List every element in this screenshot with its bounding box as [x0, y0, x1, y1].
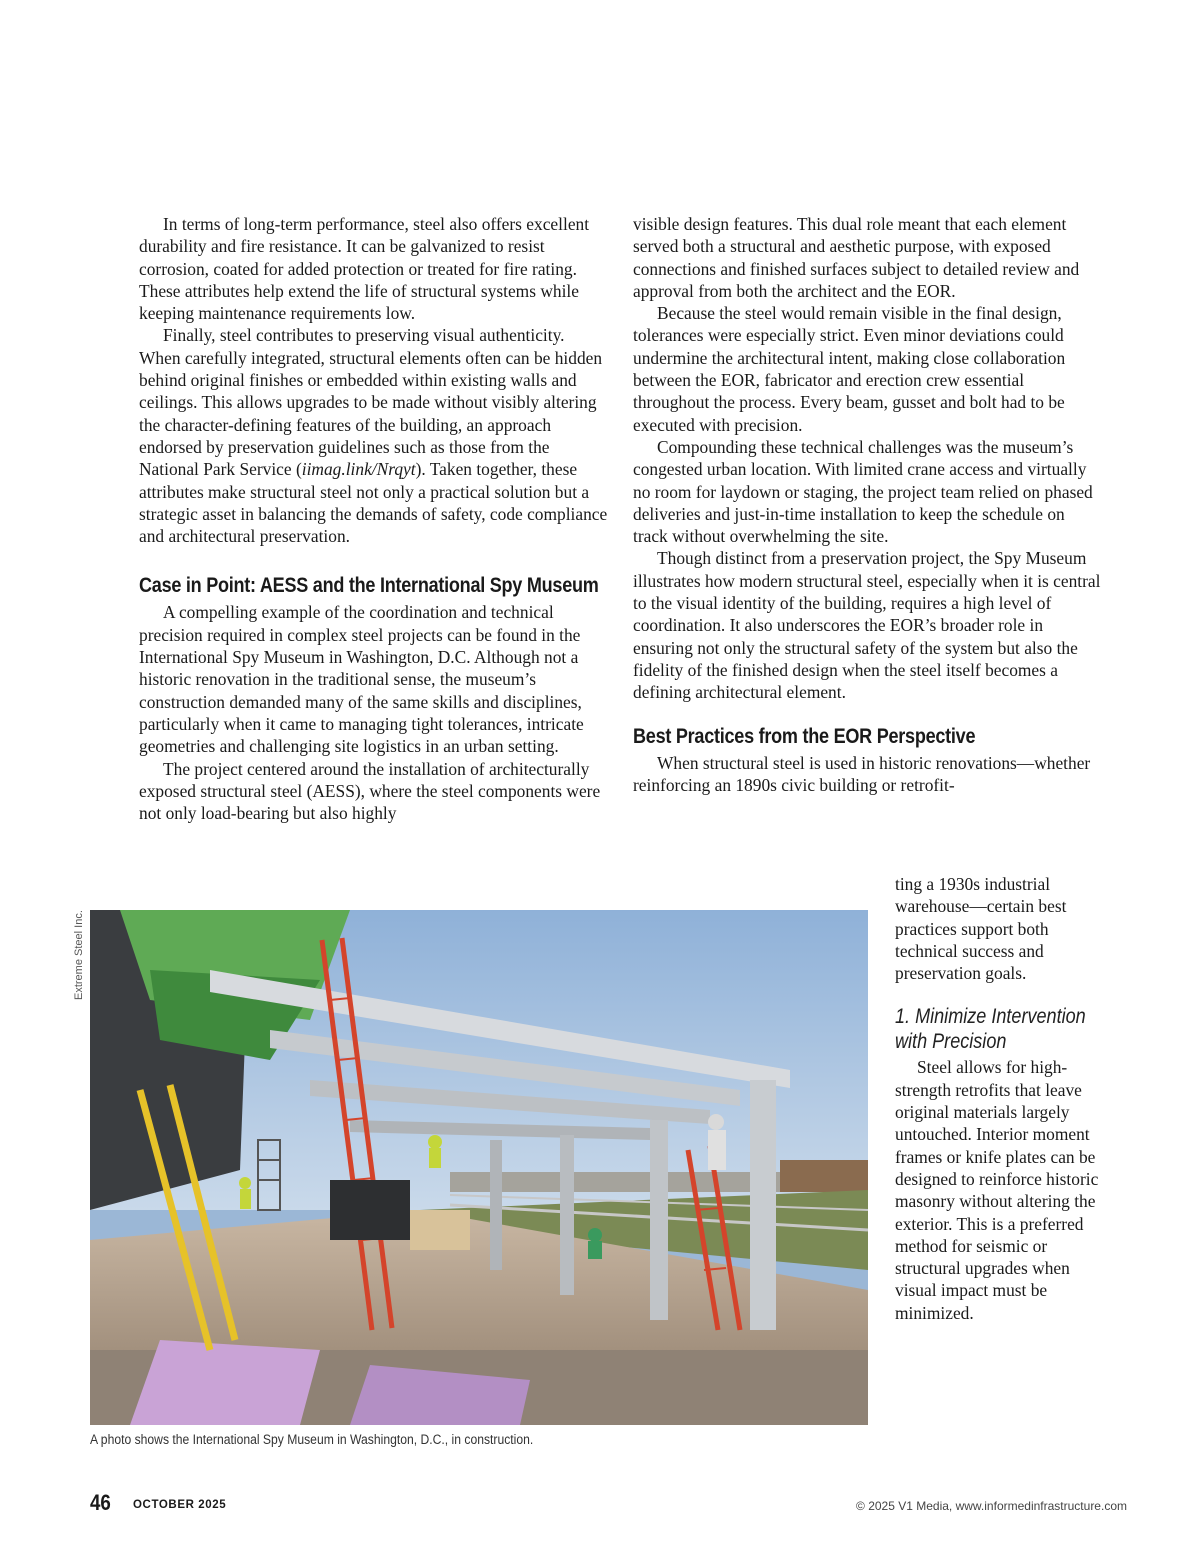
copyright-notice: © 2025 V1 Media, www.informedinfrastructure.com	[856, 1499, 1127, 1513]
photo-caption: A photo shows the International Spy Museum in Washington, D.C., in construction.	[90, 1432, 534, 1447]
nps-link[interactable]: iimag.link/Nrqyt	[301, 459, 416, 480]
photo-credit: Extreme Steel Inc.	[73, 910, 85, 1000]
subheading-minimize-intervention	[895, 1004, 1086, 1054]
issue-date: OCTOBER 2025	[133, 1499, 227, 1511]
left-column	[139, 213, 609, 824]
construction-photo-illustration	[90, 910, 868, 1425]
wrap-paragraph-5-end: ting a 1930s industrial warehouse—certain best practices support both technical success and preservation goals.	[895, 874, 1067, 984]
subheading-line-1: 1. Minimize Intervention	[895, 1005, 1086, 1029]
right-paragraph-1: visible design features. This dual role meant that each element served both a structural and aesthetic purpose, with exposed connections and finished surfaces subject to detailed review and approval from both the architect and the EOR.	[633, 214, 1080, 301]
left-paragraph-1: In terms of long-term performance, steel also offers excellent durability and fire resistance. It can be galvanized to resist corrosion, coated for added protection or treated for fire rating. These attributes help extend the life of structural systems while keeping maintenance requirements low.	[139, 214, 590, 324]
left-paragraph-2-text-b: ). Taken together, these attributes make structural steel not only a practical solution but a strategic asset in balancing the demands of safety, code compliance and architectural preservation.	[139, 459, 608, 547]
left-paragraph-2-text-a: Finally, steel contributes to preserving visual authenticity. When carefully integrated, structural elements often can be hidden behind original finishes or embedded within existing walls and ceilings. This allows upgrades to be made without visibly altering the character-defining features of the building, an approach endorsed by preservation guidelines such as those from the National Park Service (	[139, 325, 603, 480]
page-number: 46	[90, 1490, 111, 1515]
right-paragraph-2: Because the steel would remain visible in the final design, tolerances were especially strict. Even minor deviations could undermine the architectural intent, making close collaboration between the EOR, fabricator and erection crew essential throughout the process. Every beam, gusset and bolt had to be executed with precision.	[633, 303, 1066, 435]
wrap-paragraph-6: Steel allows for high-strength retrofits that leave original materials largely untouched. Interior moment frames or knife plates can be designed to reinforce historic masonry without altering the exterior. This is a preferred method for seismic or structural upgrades when visual impact must be minimized.	[895, 1057, 1099, 1323]
left-paragraph-4: The project centered around the installation of architecturally exposed structural steel (AESS), where the steel components were not only load-bearing but also highly	[139, 758, 601, 824]
subheading-line-2: with Precision	[895, 1030, 1007, 1054]
right-paragraph-5-start: When structural steel is used in historic renovations—whether reinforcing an 1890s civic building or retrofit-	[633, 752, 1091, 795]
left-paragraph-3: A compelling example of the coordination and technical precision required in complex steel projects can be found in the International Spy Museum in Washington, D.C. Although not a historic renovation in the traditional sense, the museum’s construction demanded many of the same skills and disciplines, particularly when it came to managing tight tolerances, intricate geometries and challenging site logistics in an urban setting.	[139, 602, 584, 757]
right-paragraph-4: Though distinct from a preservation project, the Spy Museum illustrates how modern structural steel, especially when it is central to the visual identity of the building, requires a high level of coordination. It also underscores the EOR’s broader role in ensuring not only the structural safety of the system but also the fidelity of the finished design when the steel itself becomes a defining architectural element.	[633, 548, 1101, 703]
right-column	[633, 213, 1101, 796]
section-heading-case-in-point: Case in Point: AESS and the International Spy Museum	[139, 574, 599, 598]
left-paragraph-2	[139, 324, 609, 547]
construction-photo	[90, 910, 868, 1425]
wrap-column	[895, 873, 1100, 1324]
right-paragraph-3: Compounding these technical challenges was the museum’s congested urban location. With limited crane access and virtually no room for laydown or staging, the project team relied on phased deliveries and just-in-time installation to keep the schedule on track without overwhelming the site.	[633, 436, 1093, 547]
section-heading-best-practices: Best Practices from the EOR Perspective	[633, 724, 976, 748]
